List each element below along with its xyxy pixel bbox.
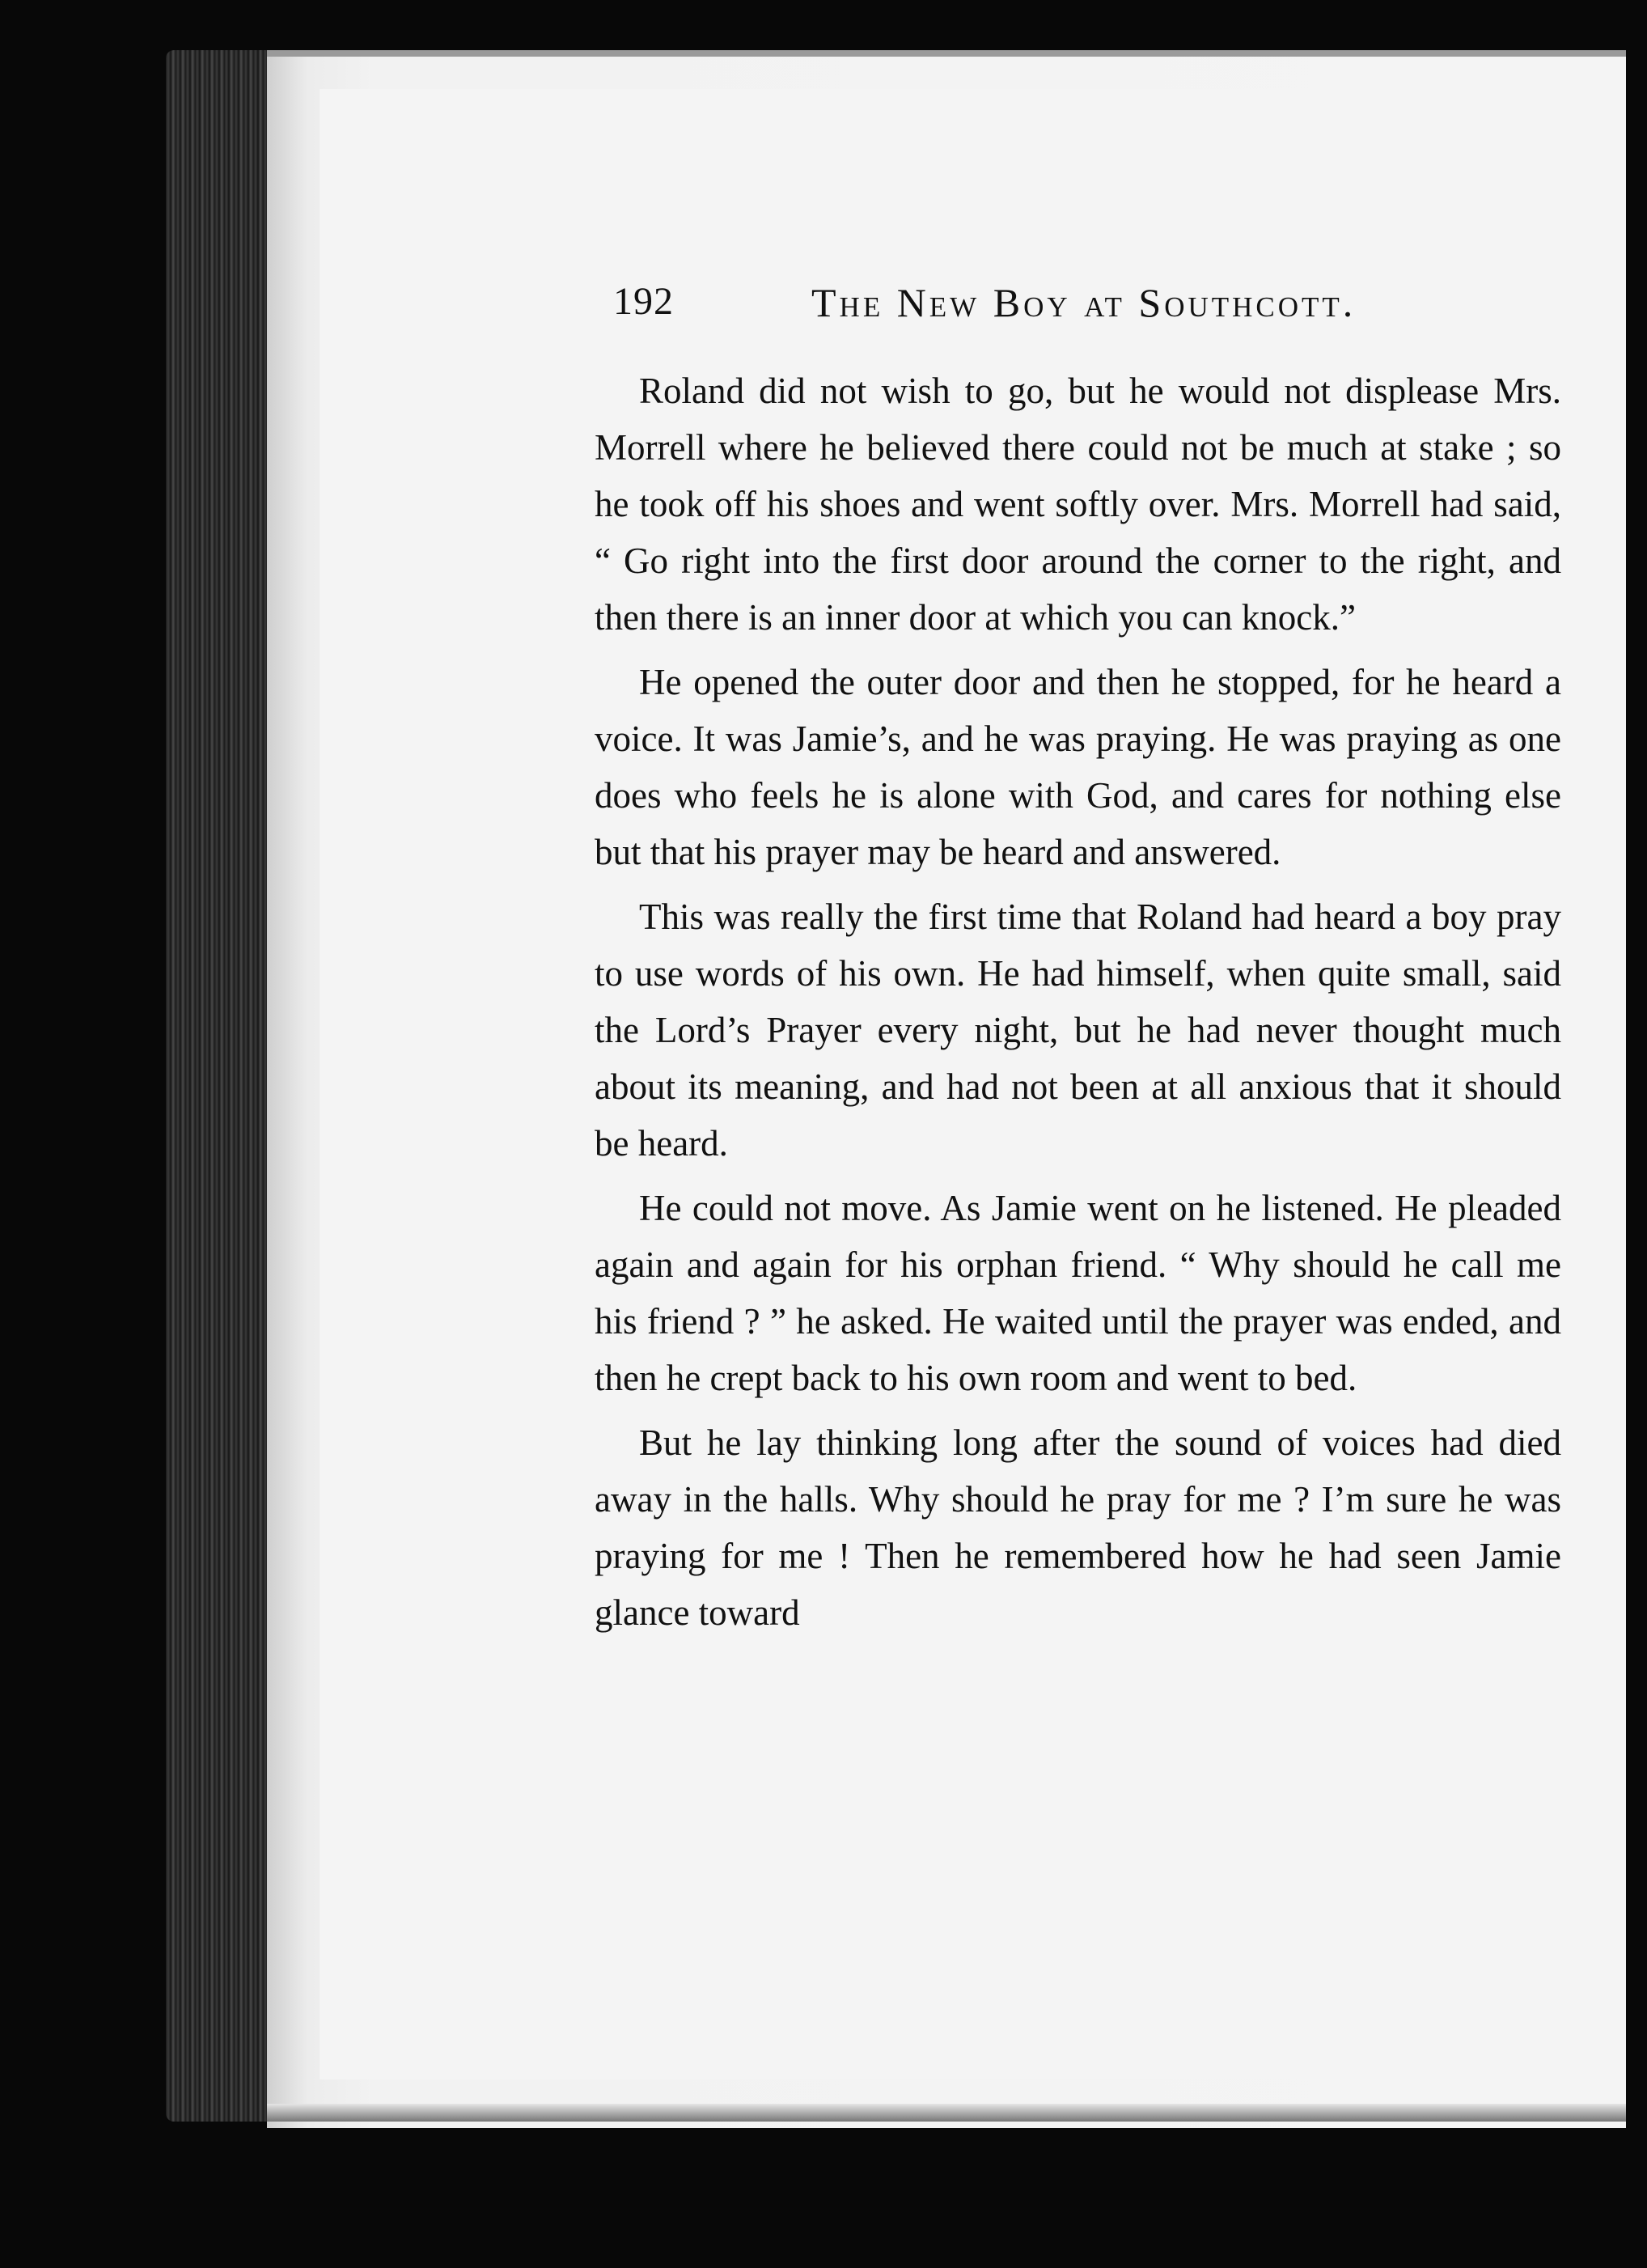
- paragraph: He opened the outer door and then he stopped, for he heard a voice. It was Jamie’s, and he was praying. He was praying as one does who feels he is alone with God, and cares for nothing else but that his prayer may be heard and answered.: [595, 662, 1561, 872]
- body-text: [595, 362, 1561, 1649]
- running-title: The New Boy at Southcott.: [811, 280, 1357, 325]
- paragraph: This was really the first time that Roland had heard a boy pray to use words of his own. He had himself, when quite small, said the Lord’s Prayer every night, but he had never thought much about its meaning, and had not been at all anxious that it should be heard.: [595, 897, 1561, 1164]
- page-bottom-edge: [267, 2104, 1626, 2122]
- book-page: [320, 89, 1614, 2079]
- page-number: 192: [613, 280, 674, 323]
- paragraph: Roland did not wish to go, but he would not displease Mrs. Morrell where he believed there could not be much at stake ; so he took off his shoes and went softly over. Mrs. Morrell had said, “ Go right into the first door around the corner to the right, and then there is an inner door at which you can knock.”: [595, 371, 1561, 638]
- running-head: [613, 279, 1632, 336]
- paragraph: But he lay thinking long after the sound of voices had died away in the halls. Why should he pray for me ? I’m sure he was praying for me ! Then he remembered how he had seen Jamie glance toward: [595, 1422, 1561, 1633]
- book-spine-edge: [166, 50, 279, 2122]
- paragraph: He could not move. As Jamie went on he listened. He pleaded again and again for his orphan friend. “ Why should he call me his friend ? ” he asked. He waited until the prayer was ended, and then he crept back to his own room and went to bed.: [595, 1188, 1561, 1398]
